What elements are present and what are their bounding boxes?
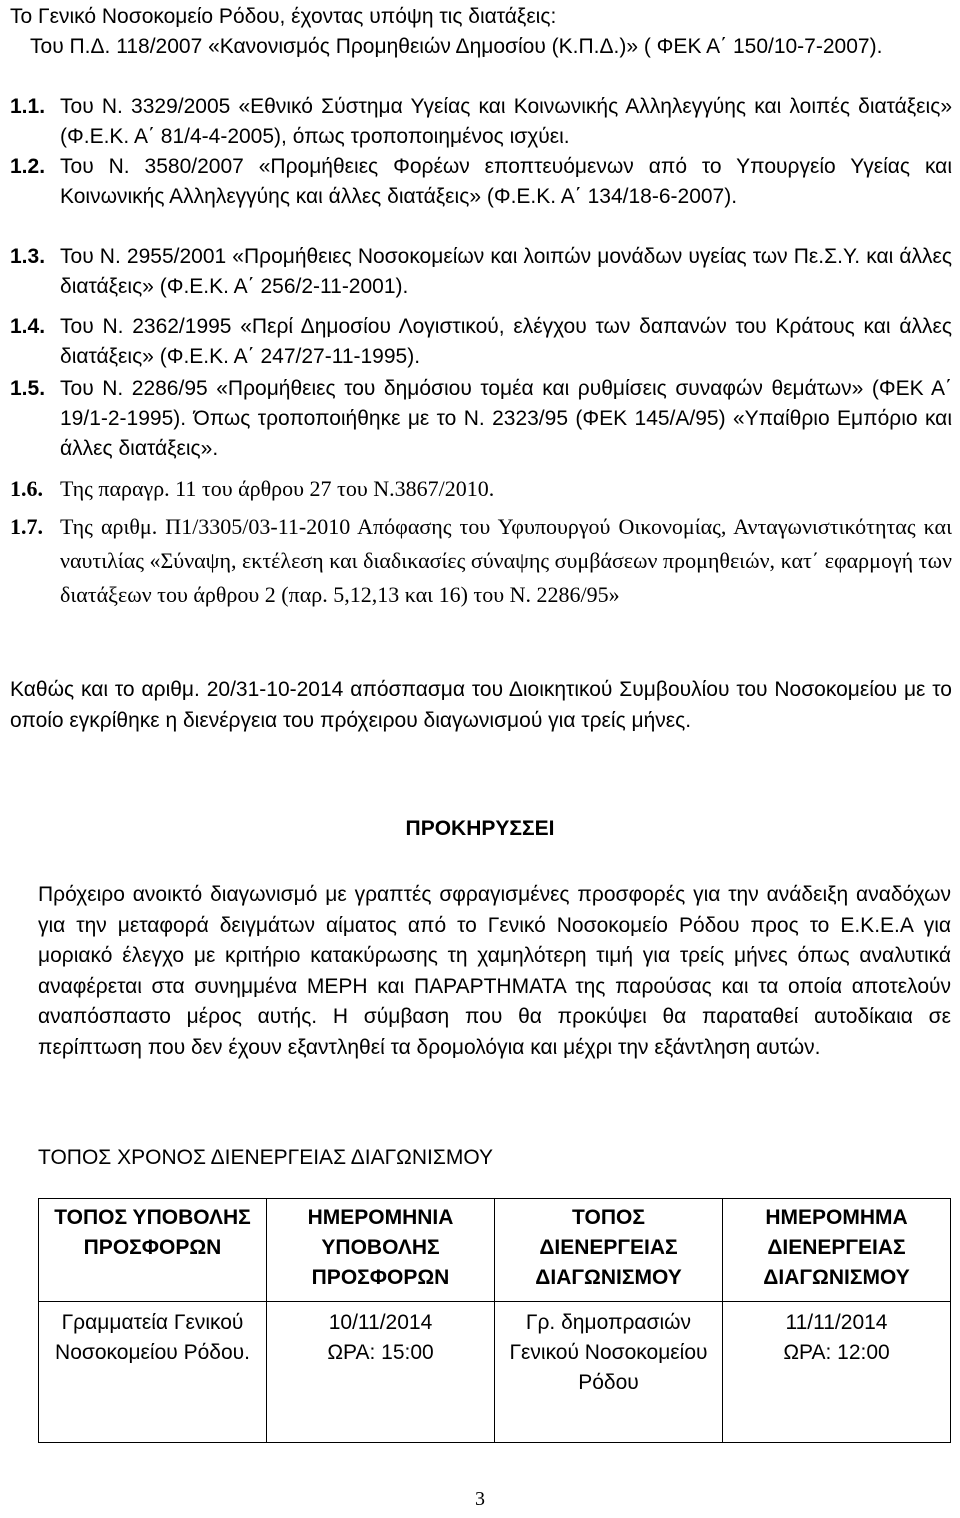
- tender-description: Πρόχειρο ανοικτό διαγωνισμό με γραπτές σφραγισμένες προσφορές για την ανάδειξη αναδόχων για την μεταφορά δειγμάτων αίματος από το Γενικό Νοσοκομείο Ρόδου προς το Ε.Κ.Ε.Α για μοριακό έλεγχο με κριτήριο κατακύρωσης τη χαμηλότερη τιμή για τρείς μήνες όπως αναλυτικά αναφέρεται στα συνημμένα ΜΕΡΗ και ΠΑΡΑΡΤΗΜΑΤΑ της παρούσας και τα οποία αποτελούν αναπόσπαστο μέρος αυτής. Η σύμβαση που θα προκύψει θα παραταθεί αυτοδίκαια σε περίπτωση που δεν έχουν εξαντληθεί τα δρομολόγια και μέχρι την εξάντληση αυτών.: [38, 883, 951, 1059]
- item-text: Του Ν. 2362/1995 «Περί Δημοσίου Λογιστικού, ελέγχου των δαπανών του Κράτους και άλλες διατάξεις» (Φ.Ε.Κ. Α΄ 247/27-11-1995).: [60, 315, 952, 368]
- item-number: 1.3.: [10, 245, 46, 268]
- item-text: Της αριθμ. Π1/3305/03-11-2010 Απόφασης του Υφυπουργού Οικονομίας, Ανταγωνιστικότητας και ναυτιλίας «Σύναψη, εκτέλεση και διαδικασίες σύναψης συμβάσεων προμηθειών, κατ΄ εφαρμογή των διατάξεων του άρθρου 2 (παρ. 5,12,13 και 16) του Ν. 2286/95»: [60, 514, 952, 607]
- header-submission-date: ΗΜΕΡΟΜΗΝΙΑ ΥΠΟΒΟΛΗΣ ΠΡΟΣΦΟΡΩΝ: [267, 1199, 495, 1302]
- item-text: Του Ν. 3580/2007 «Προμήθειες Φορέων εποπτευόμενων από το Υπουργείο Υγείας και Κοινωνικής Αλληλεγγύης και άλλες διατάξεις» (Φ.Ε.Κ. Α΄ 134/18-6-2007).: [60, 155, 952, 208]
- law-118-2007: Του Π.Δ. 118/2007 «Κανονισμός Προμηθειών Δημοσίου (Κ.Π.Δ.)» ( ΦΕΚ Α΄ 150/10-7-2007).: [30, 35, 883, 58]
- item-number: 1.1.: [10, 95, 46, 118]
- decision-paragraph: Καθώς και το αριθμ. 20/31-10-2014 απόσπασμα του Διοικητικού Συμβουλίου του Νοσοκομείου με το οποίο εγκρίθηκε η διενέργεια του πρόχειρου διαγωνισμού για τρείς μήνες.: [10, 678, 952, 732]
- item-text: Του Ν. 2955/2001 «Προμήθειες Νοσοκομείων και λοιπών μονάδων υγείας των Πε.Σ.Υ. και άλλες διατάξεις» (Φ.Ε.Κ. Α΄ 256/2-11-2001).: [60, 245, 952, 298]
- item-text: Της παραγρ. 11 του άρθρου 27 του Ν.3867/2010.: [60, 476, 495, 501]
- cell-submission-place: Γραμματεία Γενικού Νοσοκομείου Ρόδου.: [39, 1302, 267, 1443]
- header-submission-place: ΤΟΠΟΣ ΥΠΟΒΟΛΗΣ ΠΡΟΣΦΟΡΩΝ: [39, 1199, 267, 1302]
- item-number: 1.6.: [10, 476, 43, 501]
- cell-tender-date: 11/11/2014 ΩΡΑ: 12:00: [723, 1302, 951, 1443]
- cell-submission-date: 10/11/2014 ΩΡΑ: 15:00: [267, 1302, 495, 1443]
- item-text: Του Ν. 2286/95 «Προμήθειες του δημόσιου τομέα και ρυθμίσεις συναφών θεμάτων» (ΦΕΚ Α΄ 19/1-2-1995). Όπως τροποποιήθηκε με το Ν. 2323/95 (ΦΕΚ 145/Α/95) «Υπαίθριο Εμπόριο και άλλες διατάξεις».: [60, 377, 952, 460]
- item-number: 1.4.: [10, 315, 46, 338]
- header-tender-place: ΤΟΠΟΣ ΔΙΕΝΕΡΓΕΙΑΣ ΔΙΑΓΩΝΙΣΜΟΥ: [495, 1199, 723, 1302]
- proclamation-heading: ΠΡΟΚΗΡΥΣΣΕΙ: [405, 817, 555, 840]
- cell-tender-place: Γρ. δημοπρασιών Γενικού Νοσοκομείου Ρόδου: [495, 1302, 723, 1443]
- table-row: [39, 1302, 951, 1443]
- tender-schedule-table: [38, 1198, 951, 1443]
- item-number: 1.2.: [10, 155, 46, 178]
- intro-line: Το Γενικό Νοσοκομείο Ρόδου, έχοντας υπόψη τις διατάξεις:: [10, 5, 557, 28]
- item-text: Του Ν. 3329/2005 «Εθνικό Σύστημα Υγείας και Κοινωνικής Αλληλεγγύης και λοιπές διατάξεις» (Φ.Ε.Κ. Α΄ 81/4-4-2005), όπως τροποποιημένος ισχύει.: [60, 95, 952, 148]
- header-tender-date: ΗΜΕΡΟΜΗΜΑ ΔΙΕΝΕΡΓΕΙΑΣ ΔΙΑΓΩΝΙΣΜΟΥ: [723, 1199, 951, 1302]
- page-number: 3: [475, 1488, 485, 1510]
- item-number: 1.7.: [10, 514, 43, 539]
- place-time-title: ΤΟΠΟΣ ΧΡΟΝΟΣ ΔΙΕΝΕΡΓΕΙΑΣ ΔΙΑΓΩΝΙΣΜΟΥ: [38, 1146, 493, 1169]
- item-number: 1.5.: [10, 377, 46, 400]
- table-header-row: [39, 1199, 951, 1302]
